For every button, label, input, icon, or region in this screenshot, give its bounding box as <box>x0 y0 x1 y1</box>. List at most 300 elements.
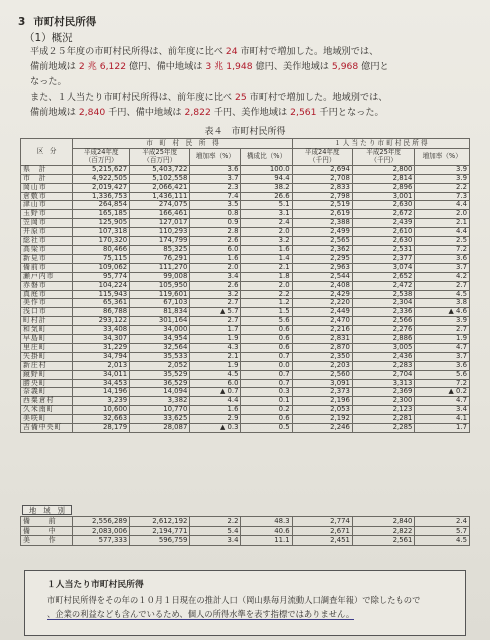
table-cell: 2,619 <box>292 210 352 219</box>
table-cell: 35,533 <box>130 352 190 361</box>
table-cell: 3.6 <box>415 361 470 370</box>
table-cell: 127,017 <box>130 219 190 228</box>
region-cell: 2,822 <box>352 526 415 536</box>
table-cell: 3.9 <box>415 165 470 174</box>
table-cell: 2,336 <box>352 308 415 317</box>
table-cell: 34,011 <box>73 370 130 379</box>
table-row <box>21 343 470 352</box>
section-heading: 3 市町村民所得 <box>18 16 97 28</box>
table-cell: 1.6 <box>190 406 241 415</box>
table-row <box>21 174 470 183</box>
table-cell: 2.7 <box>190 317 241 326</box>
table-cell: 0.0 <box>241 361 292 370</box>
table-cell: 2,565 <box>292 237 352 246</box>
table-row <box>21 370 470 379</box>
table-cell: 2,652 <box>352 272 415 281</box>
region-cell: 2,561 <box>352 536 415 546</box>
table-cell: 3.9 <box>415 317 470 326</box>
table-cell: 1.6 <box>241 245 292 254</box>
table-cell: 2,800 <box>352 165 415 174</box>
table-cell: 3,005 <box>352 343 415 352</box>
table-cell: 5.1 <box>241 201 292 210</box>
table-cell: 2.1 <box>190 352 241 361</box>
table-cell: 3,074 <box>352 263 415 272</box>
table-cell: 4.1 <box>415 415 470 424</box>
region-label: 地 域 別 <box>22 505 72 515</box>
table-row <box>21 352 470 361</box>
table-cell: 3.7 <box>190 174 241 183</box>
table-cell: 2,304 <box>352 299 415 308</box>
table-cell: 2,216 <box>292 326 352 335</box>
table-cell: 2,519 <box>292 201 352 210</box>
table-cell: 3,313 <box>352 379 415 388</box>
table-cell: 3,382 <box>130 397 190 406</box>
header-division: 区 分 <box>21 139 73 166</box>
table-cell: 86,788 <box>73 308 130 317</box>
table-cell: 38.2 <box>241 183 292 192</box>
table-cell: 0.6 <box>241 415 292 424</box>
header-pc-fy24: 平成24年度 （千円） <box>292 149 352 166</box>
table-cell: 7.2 <box>415 245 470 254</box>
table-cell: 2,630 <box>352 201 415 210</box>
table-cell: 95,774 <box>73 272 130 281</box>
table-cell: 2.6 <box>190 281 241 290</box>
table-cell: 10,770 <box>130 406 190 415</box>
region-cell: 3.4 <box>190 536 241 546</box>
table-cell: 1.9 <box>415 335 470 344</box>
table-cell: 1.8 <box>241 272 292 281</box>
table-cell: 3,091 <box>292 379 352 388</box>
region-cell: 2.4 <box>415 517 470 527</box>
row-label: 勝央町 <box>21 379 73 388</box>
region-cell: 40.6 <box>241 526 292 536</box>
table-cell: 174,799 <box>130 237 190 246</box>
row-label: 市 計 <box>21 174 73 183</box>
table-cell: 100.0 <box>241 165 292 174</box>
table-cell: 125,905 <box>73 219 130 228</box>
table-cell: 1,436,111 <box>130 192 190 201</box>
row-label: 町村計 <box>21 317 73 326</box>
table-cell: 109,062 <box>73 263 130 272</box>
region-cell: 5.4 <box>190 526 241 536</box>
table-cell: 36,529 <box>130 379 190 388</box>
header-pc-growth: 増加率（%） <box>415 149 470 166</box>
table-row <box>21 272 470 281</box>
table-cell: 1.6 <box>190 254 241 263</box>
row-label: 久米南町 <box>21 406 73 415</box>
table-cell: 301,164 <box>130 317 190 326</box>
table-cell: 2.8 <box>190 228 241 237</box>
table-cell: 4.3 <box>190 343 241 352</box>
table-cell: 2.2 <box>415 183 470 192</box>
table-cell: 4.5 <box>415 290 470 299</box>
table-cell: 2.6 <box>190 237 241 246</box>
table-cell: ▲ 0.7 <box>190 388 241 397</box>
table-cell: 0.5 <box>241 424 292 433</box>
table-cell: 2,123 <box>352 406 415 415</box>
table-cell: 32,663 <box>73 415 130 424</box>
table-cell: 107,318 <box>73 228 130 237</box>
table-cell: 0.7 <box>241 352 292 361</box>
table-cell: 2,531 <box>352 245 415 254</box>
row-label: 岡山市 <box>21 183 73 192</box>
table-cell: 2,560 <box>292 370 352 379</box>
table-cell: 3,239 <box>73 397 130 406</box>
table-cell: 2,377 <box>352 254 415 263</box>
table-cell: 2,694 <box>292 165 352 174</box>
region-cell: 2,774 <box>292 517 352 527</box>
table-cell: 2,538 <box>352 290 415 299</box>
row-label: 西粟倉村 <box>21 397 73 406</box>
region-cell: 2,840 <box>352 517 415 527</box>
table-cell: 65,361 <box>73 299 130 308</box>
row-label: 総社市 <box>21 237 73 246</box>
table-cell: 115,943 <box>73 290 130 299</box>
row-label: 美作市 <box>21 299 73 308</box>
table-cell: 2,019,427 <box>73 183 130 192</box>
table-cell: 2.7 <box>415 326 470 335</box>
table-cell: 2.9 <box>190 415 241 424</box>
table-cell: 2,246 <box>292 424 352 433</box>
table-cell: 293,122 <box>73 317 130 326</box>
region-cell: 2,612,192 <box>130 517 190 527</box>
table-cell: 2,429 <box>292 290 352 299</box>
row-label: 備前市 <box>21 263 73 272</box>
table-cell: 67,103 <box>130 299 190 308</box>
table-cell: 5.6 <box>241 317 292 326</box>
table-cell: 3.1 <box>241 210 292 219</box>
header-fy24: 平成24年度 （百万円） <box>73 149 130 166</box>
table-cell: 2,436 <box>352 352 415 361</box>
table-cell: 34,000 <box>130 326 190 335</box>
header-pc-fy25: 平成25年度 （千円） <box>352 149 415 166</box>
table-cell: ▲ 0.2 <box>415 388 470 397</box>
row-label: 吉備中央町 <box>21 424 73 433</box>
table-row <box>21 424 470 433</box>
table-cell: 7.2 <box>415 379 470 388</box>
table-cell: 2,814 <box>352 174 415 183</box>
table-cell: 4,922,505 <box>73 174 130 183</box>
table-cell: 6.0 <box>190 245 241 254</box>
table-cell: 0.2 <box>241 406 292 415</box>
table-cell: 5.6 <box>415 370 470 379</box>
table-cell: 2,610 <box>352 228 415 237</box>
table-cell: 0.7 <box>241 379 292 388</box>
table-cell: 31,229 <box>73 343 130 352</box>
table-cell: 0.6 <box>241 343 292 352</box>
table-cell: 7.4 <box>190 192 241 201</box>
table-cell: 2.1 <box>415 219 470 228</box>
region-row <box>21 536 470 546</box>
region-label-cell: 美 作 <box>21 536 73 546</box>
row-label: 津山市 <box>21 201 73 210</box>
table-cell: 2,449 <box>292 308 352 317</box>
table-cell: 33,625 <box>130 415 190 424</box>
table-cell: 2,066,421 <box>130 183 190 192</box>
table-cell: 28,179 <box>73 424 130 433</box>
row-label: 高梁市 <box>21 245 73 254</box>
table-cell: 0.8 <box>190 210 241 219</box>
table-cell: 2,196 <box>292 397 352 406</box>
table-cell: 3.4 <box>415 406 470 415</box>
table-cell: 2,362 <box>292 245 352 254</box>
table-cell: 0.6 <box>241 326 292 335</box>
table-cell: ▲ 4.6 <box>415 308 470 317</box>
table-cell: 2,276 <box>352 326 415 335</box>
table-cell: 104,224 <box>73 281 130 290</box>
table-cell: 2.1 <box>241 263 292 272</box>
row-label: 新見市 <box>21 254 73 263</box>
subsection-heading: （1）概況 <box>24 32 73 44</box>
table-cell: 274,075 <box>130 201 190 210</box>
region-cell: 596,759 <box>130 536 190 546</box>
table-cell: 1,336,753 <box>73 192 130 201</box>
table-cell: 0.3 <box>241 388 292 397</box>
definition-text: 市町村民所得をその年の１０月１日現在の推計人口（岡山県毎月流動人口調査年報）で除したもので 、企業の利益なども含んでいるため、個人の所得水準を表す指標ではありません。 <box>47 595 421 619</box>
region-cell: 2.2 <box>190 517 241 527</box>
header-income-group: 市 町 村 民 所 得 <box>73 139 292 149</box>
table-row <box>21 183 470 192</box>
table-cell: 2,052 <box>130 361 190 370</box>
header-growth: 増加率（%） <box>190 149 241 166</box>
table-cell: 2,369 <box>352 388 415 397</box>
table-cell: 26.6 <box>241 192 292 201</box>
region-cell: 11.1 <box>241 536 292 546</box>
table-cell: 2,704 <box>352 370 415 379</box>
table-cell: 3.6 <box>190 165 241 174</box>
table-cell: 5,102,558 <box>130 174 190 183</box>
table-row <box>21 263 470 272</box>
table-cell: 75,115 <box>73 254 130 263</box>
table-cell: 0.9 <box>190 219 241 228</box>
paragraph-overview: 平成２５年度の市町村民所得は、前年度に比べ 24 市町村で増加した。地域別では、 備前地域は 2 兆 6,122 億円、備中地域は 3 兆 1,948 億円、美作地域は 5,968 億円と なった。 <box>30 46 389 87</box>
table-cell: 2,439 <box>352 219 415 228</box>
table-cell: 3.8 <box>415 299 470 308</box>
table-cell: 10,600 <box>73 406 130 415</box>
table-cell: 1.2 <box>241 299 292 308</box>
table-cell: 3.7 <box>415 352 470 361</box>
row-label: 井原市 <box>21 228 73 237</box>
table-cell: 1.7 <box>415 424 470 433</box>
table-cell: 2,283 <box>352 361 415 370</box>
row-label: 笠岡市 <box>21 219 73 228</box>
table-cell: 2,630 <box>352 237 415 246</box>
row-label: 新庄村 <box>21 361 73 370</box>
row-label: 玉野市 <box>21 210 73 219</box>
table-cell: 1.4 <box>241 254 292 263</box>
table-cell: 4.2 <box>415 272 470 281</box>
table-cell: 2,798 <box>292 192 352 201</box>
region-row <box>21 517 470 527</box>
table-cell: 1.9 <box>190 335 241 344</box>
table-row <box>21 254 470 263</box>
table-cell: 4.4 <box>415 201 470 210</box>
table-cell: 166,461 <box>130 210 190 219</box>
header-fy25: 平成25年度 （百万円） <box>130 149 190 166</box>
table-cell: 33,408 <box>73 326 130 335</box>
table-cell: 4.4 <box>190 397 241 406</box>
definition-title: １人当たり市町村民所得 <box>47 580 144 590</box>
table-cell: 3.6 <box>415 254 470 263</box>
table-cell: 2,350 <box>292 352 352 361</box>
table-cell: 34,794 <box>73 352 130 361</box>
table-cell: 3.2 <box>241 237 292 246</box>
table-cell: 2.0 <box>415 210 470 219</box>
table-cell: 3.7 <box>415 263 470 272</box>
header-percapita-group: １ 人 当 た り 市 町 村 民 所 得 <box>292 139 469 149</box>
table-cell: 76,291 <box>130 254 190 263</box>
row-label: 奈義町 <box>21 388 73 397</box>
table-cell: 2,963 <box>292 263 352 272</box>
table-cell: 4.7 <box>415 397 470 406</box>
table-cell: 85,325 <box>130 245 190 254</box>
table-cell: 32,564 <box>130 343 190 352</box>
table-cell: 2.7 <box>415 281 470 290</box>
region-cell: 2,671 <box>292 526 352 536</box>
table-cell: 2.3 <box>190 183 241 192</box>
row-label: 美咲町 <box>21 415 73 424</box>
table-cell: 2,886 <box>352 335 415 344</box>
table-cell: 3.9 <box>415 174 470 183</box>
table-cell: 2,672 <box>352 210 415 219</box>
table-cell: 80,466 <box>73 245 130 254</box>
table-cell: 4.7 <box>415 343 470 352</box>
table-cell: 34,307 <box>73 335 130 344</box>
income-table <box>20 138 470 433</box>
region-label-cell: 備 中 <box>21 526 73 536</box>
table-cell: 2,499 <box>292 228 352 237</box>
table-cell: 2.4 <box>241 219 292 228</box>
table-row <box>21 361 470 370</box>
table-cell: 0.7 <box>241 370 292 379</box>
region-table <box>20 516 470 546</box>
table-cell: 2,566 <box>352 317 415 326</box>
table-cell: 119,601 <box>130 290 190 299</box>
table-cell: 2,300 <box>352 397 415 406</box>
table-cell: 14,094 <box>130 388 190 397</box>
row-label: 赤磐市 <box>21 281 73 290</box>
table-cell: 2,285 <box>352 424 415 433</box>
table-cell: 81,834 <box>130 308 190 317</box>
table-cell: ▲ 0.3 <box>190 424 241 433</box>
table-cell: 34,453 <box>73 379 130 388</box>
table-cell: 3.2 <box>190 290 241 299</box>
table-cell: 0.1 <box>241 397 292 406</box>
row-label: 早島町 <box>21 335 73 344</box>
table-cell: 2,833 <box>292 183 352 192</box>
row-label: 県 計 <box>21 165 73 174</box>
table-row <box>21 165 470 174</box>
region-row <box>21 526 470 536</box>
table-cell: 111,270 <box>130 263 190 272</box>
region-label-cell: 備 前 <box>21 517 73 527</box>
table-cell: 34,954 <box>130 335 190 344</box>
table-cell: 2,013 <box>73 361 130 370</box>
table-cell: 2,281 <box>352 415 415 424</box>
table-cell: 170,320 <box>73 237 130 246</box>
table-cell: 2,295 <box>292 254 352 263</box>
table-cell: 2,373 <box>292 388 352 397</box>
region-cell: 48.3 <box>241 517 292 527</box>
table-cell: ▲ 5.7 <box>190 308 241 317</box>
table-cell: 1.7 <box>190 326 241 335</box>
table-cell: 35,529 <box>130 370 190 379</box>
row-label: 真庭市 <box>21 290 73 299</box>
table-title: 表４ 市町村民所得 <box>204 127 286 137</box>
region-cell: 2,194,771 <box>130 526 190 536</box>
table-cell: 5,215,627 <box>73 165 130 174</box>
table-cell: 28,087 <box>130 424 190 433</box>
table-cell: 1.5 <box>241 308 292 317</box>
region-cell: 577,333 <box>73 536 130 546</box>
table-cell: 2,896 <box>352 183 415 192</box>
row-label: 里庄町 <box>21 343 73 352</box>
table-cell: 2.7 <box>190 299 241 308</box>
region-cell: 2,451 <box>292 536 352 546</box>
table-row <box>21 281 470 290</box>
table-cell: 2.5 <box>415 237 470 246</box>
table-cell: 6.0 <box>190 379 241 388</box>
table-cell: 2.2 <box>241 290 292 299</box>
header-share: 構成比（%） <box>241 149 292 166</box>
table-cell: 264,854 <box>73 201 130 210</box>
table-cell: 3,001 <box>352 192 415 201</box>
region-cell: 4.5 <box>415 536 470 546</box>
table-cell: 3.5 <box>190 201 241 210</box>
table-cell: 2,470 <box>292 317 352 326</box>
paragraph-per-capita: また、１人当たり市町村民所得は、前年度に比べ 25 市町村で増加した。地域別では、 備前地域は 2,840 千円、備中地域は 2,822 千円、美作地域は 2,561 千円となった。 <box>30 92 388 118</box>
table-cell: 99,008 <box>130 272 190 281</box>
table-cell: 2,408 <box>292 281 352 290</box>
table-cell: 2,203 <box>292 361 352 370</box>
definition-box <box>24 570 466 636</box>
row-label: 倉敷市 <box>21 192 73 201</box>
table-cell: 2,220 <box>292 299 352 308</box>
table-cell: 165,185 <box>73 210 130 219</box>
row-label: 和気町 <box>21 326 73 335</box>
table-cell: 110,293 <box>130 228 190 237</box>
row-label: 鏡野町 <box>21 370 73 379</box>
table-cell: 2,544 <box>292 272 352 281</box>
table-cell: 4.5 <box>190 370 241 379</box>
row-label: 浅口市 <box>21 308 73 317</box>
table-cell: 105,950 <box>130 281 190 290</box>
table-cell: 2,472 <box>352 281 415 290</box>
row-label: 矢掛町 <box>21 352 73 361</box>
table-cell: 0.6 <box>241 335 292 344</box>
table-cell: 2,870 <box>292 343 352 352</box>
table-cell: 2,388 <box>292 219 352 228</box>
table-cell: 14,196 <box>73 388 130 397</box>
table-cell: 2.0 <box>241 281 292 290</box>
table-cell: 2,708 <box>292 174 352 183</box>
table-cell: 1.9 <box>190 361 241 370</box>
table-cell: 3.4 <box>190 272 241 281</box>
region-cell: 5.7 <box>415 526 470 536</box>
table-cell: 2.0 <box>241 228 292 237</box>
table-cell: 2,192 <box>292 415 352 424</box>
table-cell: 2.0 <box>190 263 241 272</box>
table-cell: 2,053 <box>292 406 352 415</box>
region-cell: 2,083,006 <box>73 526 130 536</box>
table-cell: 94.4 <box>241 174 292 183</box>
table-cell: 4.4 <box>415 228 470 237</box>
table-cell: 7.3 <box>415 192 470 201</box>
table-cell: 2,831 <box>292 335 352 344</box>
region-cell: 2,556,289 <box>73 517 130 527</box>
table-cell: 5,403,722 <box>130 165 190 174</box>
row-label: 瀬戸内市 <box>21 272 73 281</box>
